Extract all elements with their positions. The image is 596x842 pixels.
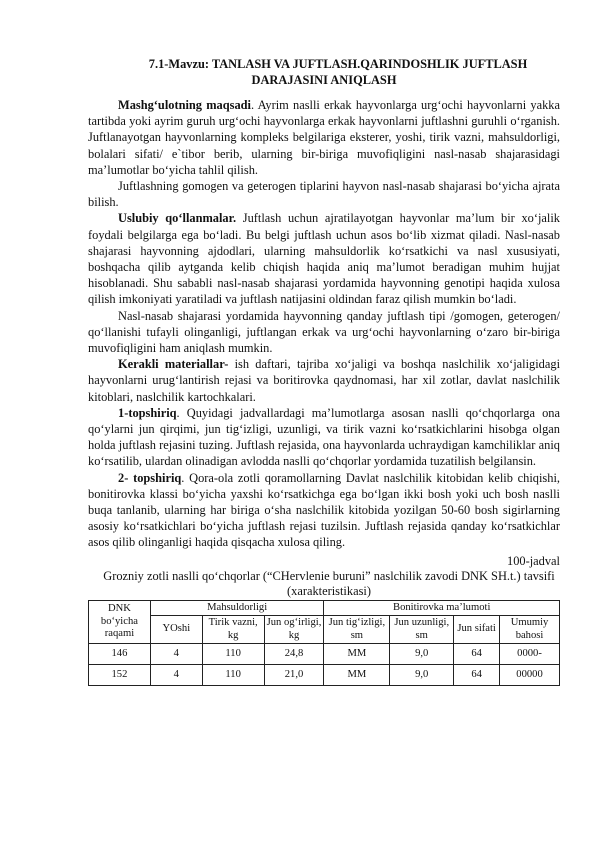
- goal-text: . Ayrim naslli erkak hayvonlarga urg‘ochi hayvonlarni yakka tartibda yoki ayrim guruh urg‘ochi hayvonlarga erkak hayvonlarni juftlashni guruhli o‘rganish. Juftlanayotgan hayvonlarning kompleks belgilariga eksterer, yoshi, tirik vazni, mahsuldorligi, bolalari sifati/ e`tibor berib, ularning bir-biriga muvofiqligini nasl-nasab shajarasidagi ma’lumotlar bo‘yicha tahlil qilish.: [88, 98, 560, 177]
- header-productivity: Mahsuldorligi: [150, 600, 324, 616]
- guidelines-heading: Uslubiy qo‘llanmalar.: [118, 211, 237, 226]
- table-cell: 64: [454, 644, 500, 665]
- table-row: [89, 665, 560, 686]
- table-cell: 9,0: [390, 644, 454, 665]
- table-header-row: [89, 600, 560, 616]
- goal-heading: Mashg‘ulotning maqsadi: [118, 98, 251, 112]
- table-cell: 4: [150, 665, 202, 686]
- table-cell: 9,0: [390, 665, 454, 686]
- table-cell: MM: [324, 644, 390, 665]
- table-cell: 0000-: [500, 644, 560, 665]
- header-live-weight: Tirik vazni, kg: [202, 616, 264, 644]
- table-cell: 152: [89, 665, 151, 686]
- header-wool-quality: Jun sifati: [454, 616, 500, 644]
- paragraph-pedigree: Nasl-nasab shajarasi yordamida hayvonning qanday juftlash tipi /gomogen, geterogen/ qo‘llanishi tufayli olinganligi, juftlangan erkak va urg‘ochi hayvonlarning o‘zaro bir-biriga muvofiqligini ham aniqlash mumkin.: [88, 308, 560, 356]
- table-subheader-row: [89, 616, 560, 644]
- header-wool-length: Jun uzunligi, sm: [390, 616, 454, 644]
- header-dnk-number: DNK bo‘yicha raqami: [89, 600, 151, 644]
- table-cell: 64: [454, 665, 500, 686]
- table-number: 100-jadval: [507, 553, 560, 568]
- table-cell: 21,0: [264, 665, 324, 686]
- header-overall-score: Umumiy bahosi: [500, 616, 560, 644]
- paragraph-task-2: [88, 470, 560, 551]
- materials-heading: Kerakli materiallar-: [118, 357, 229, 372]
- header-wool-weight: Jun og‘irligi, kg: [264, 616, 324, 644]
- table-cell: 110: [202, 644, 264, 665]
- header-bonitirovka: Bonitirovka ma’lumoti: [324, 600, 560, 616]
- table-cell: 4: [150, 644, 202, 665]
- table-row: [89, 644, 560, 665]
- task-1-text: . Quyidagi jadvallardagi ma’lumotlarga asosan naslli qo‘chqorlarga ona qo‘ylarni jun qirqimi, jun tig‘izligi, uzunligi, va tirik vazni ko‘rsatkichlarini hisobga olgan holda juftlash rejasini tuzing. Juftlash rejasida, ona hayvonlarda uchraydigan kamchiliklar aniq ko‘rsatilib, ulardan olinadigan avlodda naslli qo‘chqorlar yordamida tuzatilish belgilansin.: [88, 405, 560, 469]
- table-cell: MM: [324, 665, 390, 686]
- paragraph-task-1: [88, 405, 560, 470]
- task-1-heading: 1-topshiriq: [118, 405, 177, 420]
- header-wool-density: Jun tig‘izligi, sm: [324, 616, 390, 644]
- page-title: 7.1-Mavzu: TANLASH VA JUFTLASH.QARINDOSHLIK JUFTLASH DARAJASINI ANIQLASH: [148, 57, 528, 87]
- paragraph-goal: [88, 97, 560, 178]
- table-cell: 24,8: [264, 644, 324, 665]
- document-page: [88, 56, 560, 686]
- paragraph-guidelines: [88, 210, 560, 307]
- table-caption: Grozniy zotli naslli qo‘chqorlar (“CHervlenie buruni” naslchilik zavodi DNK SH.t.) tavsifi (xarakteristikasi): [103, 568, 555, 598]
- task-2-text: . Qora-ola zotli qoramollarning Davlat naslchilik kitobidan kelib chiqishi, bonitirovka klassi bo‘yicha yaxshi ko‘rsatkichga ega bo‘lgan ikki bosh yoki uch bosh naslli buqa tanlanib, ularning har biriga o‘sha naslchilik kitobida yozilgan 50-60 bosh sigirlarning asosiy ko‘rsatkichlari bo‘yicha juftlash rejasi tuzilsin. Juftlash rejasida qanday ko‘rsatkichlar asos qilib olinganligi haqida qisqacha xulosa qiling.: [88, 470, 560, 550]
- table-cell: 110: [202, 665, 264, 686]
- materials-text: ish daftari, tajriba xo‘jaligi va boshqa naslchilik xo‘jaligidagi hayvonlarni urug‘lantirish rejasi va boritirovka qaydnomasi, har xil zotlar, davlat naslchilik kitoblari, naslchilik kartochkalari.: [88, 357, 561, 404]
- rams-table: [88, 600, 560, 687]
- guidelines-text: Juftlash uchun ajratilayotgan hayvonlar ma’lum bir xo‘jalik foydali belgilarga ega bo‘ladi. Bu belgi juftlash uchun asos bo‘lib xizmat qiladi. Nasl-nasab shajarasi hayvonning ajdodlari, ularning mahsuldorlik ko‘rsatkichi va nasl xususiyati, boshqacha qilib aytganda kelib chiqish haqida aniq ma’lumot beradigan muhim hujjat hisoblanadi. Shu sababli nasl-nasab shajarasi yordamida hayvonning genotipi haqida xulosa qilish imkoniyati yaratiladi va juftlash natijasini oldindan faraz qilish mumkin bo‘ladi.: [88, 211, 561, 307]
- header-age: YOshi: [150, 616, 202, 644]
- task-2-heading: 2- topshiriq: [118, 470, 182, 485]
- table-cell: 00000: [500, 665, 560, 686]
- table-cell: 146: [89, 644, 151, 665]
- paragraph-materials: [88, 356, 560, 405]
- paragraph-mating-types: Juftlashning gomogen va geterogen tiplarini hayvon nasl-nasab shajarasi bo‘yicha ajrata bilish.: [88, 179, 560, 210]
